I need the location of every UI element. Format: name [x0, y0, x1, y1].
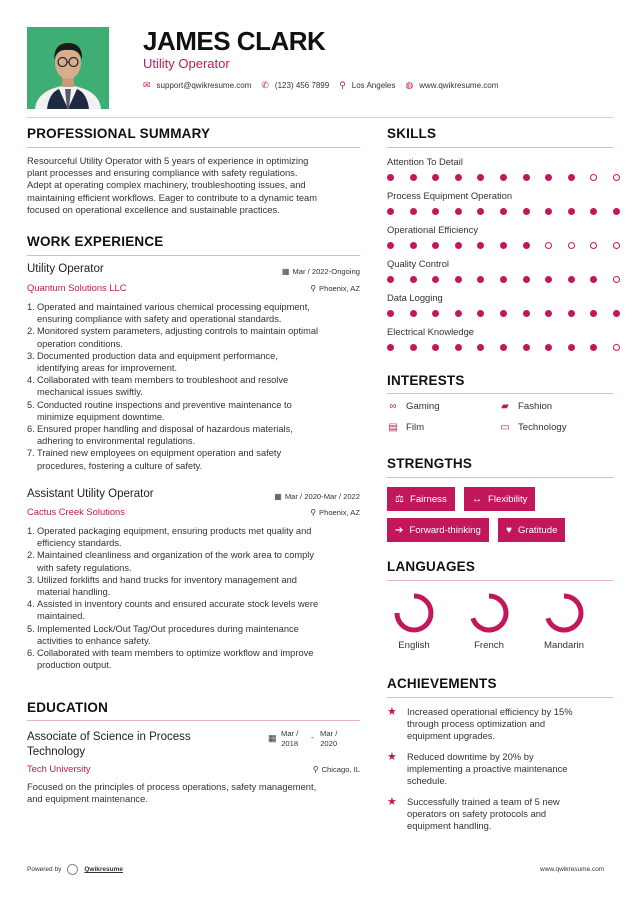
job-title: Assistant Utility Operator: [27, 488, 154, 500]
duty-text: Monitored system parameters, adjusting controls to maintain optimal: [37, 326, 319, 337]
skill-label: Operational Efficiency: [387, 224, 479, 235]
rating-dot-filled: [523, 174, 530, 181]
duty-text: activities to enhance safety.: [37, 635, 151, 646]
duty-number: [27, 586, 37, 598]
contact-email[interactable]: support@qwikresume.com: [156, 81, 252, 90]
duty-number: 7.: [27, 448, 35, 459]
trophy-icon: ★: [387, 796, 397, 808]
duty-text: Collaborated with team members to troubleshoot and resolve: [37, 375, 289, 386]
duty-number: 2.: [27, 550, 35, 561]
duty-line: [27, 399, 362, 411]
rating-dot-filled: [613, 310, 620, 317]
rating-dot-filled: [387, 310, 394, 317]
laptop-icon: ▭: [500, 422, 510, 433]
rating-dot-filled: [455, 276, 462, 283]
experience-divider: [27, 255, 360, 256]
duty-text: Trained new employees on equipment operation and safety: [37, 448, 282, 459]
rating-dot-filled: [387, 242, 394, 249]
strength-label: Flexibility: [488, 493, 528, 505]
duty-text: Operated packaging equipment, ensuring products met quality and: [37, 526, 312, 536]
summary-heading: PROFESSIONAL SUMMARY: [27, 126, 211, 141]
heart-icon: ♥: [506, 524, 512, 536]
duty-line: [27, 586, 362, 598]
duty-line: [27, 562, 362, 574]
rating-dot-filled: [568, 208, 575, 215]
rating-dot-filled: [500, 242, 507, 249]
interest-label: Film: [406, 422, 425, 433]
rating-dot-filled: [590, 310, 597, 317]
duty-line: [27, 362, 362, 374]
rating-dot-filled: [410, 344, 417, 351]
language-label: French: [474, 640, 504, 651]
arrow-right-icon: ➔: [395, 524, 404, 536]
language-arc: [473, 596, 506, 630]
rating-dot-filled: [477, 174, 484, 181]
summary-divider: [27, 147, 360, 148]
duty-line: [27, 610, 362, 622]
rating-dot-filled: [432, 208, 439, 215]
duty-number: 4.: [27, 599, 35, 610]
duty-line: [27, 350, 362, 362]
rating-dot-filled: [568, 276, 575, 283]
duty-number: [27, 411, 37, 423]
contact-website[interactable]: www.qwikresume.com: [419, 81, 499, 90]
summary-line: Adept at operating complex machinery, troubleshooting issues, and: [27, 179, 306, 191]
dash: -: [311, 733, 314, 742]
rating-dot-empty: [613, 276, 620, 283]
duty-text: minimize equipment downtime.: [37, 411, 165, 422]
rating-dot-filled: [523, 208, 530, 215]
rating-dot-filled: [410, 174, 417, 181]
duty-line: [27, 435, 362, 447]
duty-text: operation conditions.: [37, 338, 123, 349]
rating-dot-empty: [545, 242, 552, 249]
duty-line: [27, 635, 362, 647]
skill-rating: [387, 344, 636, 351]
rating-dot-filled: [432, 310, 439, 317]
rating-dot-filled: [410, 208, 417, 215]
summary-line: Resourceful Utility Operator with 5 years of experience in optimizing: [27, 155, 309, 166]
achievement-item: [387, 751, 613, 788]
duty-text: procedures, fostering a culture of safety.: [37, 460, 203, 471]
rating-dot-filled: [545, 208, 552, 215]
rating-dot-filled: [455, 310, 462, 317]
rating-dot-filled: [410, 310, 417, 317]
duty-line: [27, 325, 362, 337]
duty-number: 4.: [27, 375, 35, 386]
language-gauge: [393, 592, 435, 634]
rating-dot-filled: [477, 344, 484, 351]
job-duties-list: [27, 525, 362, 671]
edu-date-start: [281, 729, 298, 749]
job-date-text: Mar / 2022-Ongoing: [292, 267, 360, 276]
rating-dot-empty: [613, 174, 620, 181]
skills-heading: SKILLS: [387, 126, 437, 141]
rating-dot-filled: [545, 344, 552, 351]
rating-dot-filled: [500, 174, 507, 181]
experience-heading: WORK EXPERIENCE: [27, 234, 164, 249]
rating-dot-filled: [545, 276, 552, 283]
job-date: [230, 267, 360, 276]
rating-dot-empty: [568, 242, 575, 249]
email-icon: ✉: [143, 80, 151, 90]
language-arc: [397, 596, 431, 630]
strength-label: Forward-thinking: [409, 524, 481, 536]
rating-dot-filled: [477, 310, 484, 317]
achievement-line: equipment handling.: [407, 820, 492, 832]
duty-number: [27, 386, 37, 398]
education-divider: [27, 720, 360, 721]
duty-text: maintained.: [37, 611, 86, 622]
rating-dot-filled: [455, 174, 462, 181]
strengths-divider: [387, 477, 613, 478]
candidate-role: Utility Operator: [143, 56, 230, 71]
location-icon: ⚲: [339, 80, 346, 90]
language-english: [384, 592, 444, 651]
strength-tag: [387, 487, 455, 511]
duty-number: [27, 659, 37, 671]
duty-text: with safety regulations.: [37, 562, 132, 573]
rating-dot-filled: [523, 242, 530, 249]
skill-label: Process Equipment Operation: [387, 190, 513, 201]
rating-dot-filled: [432, 344, 439, 351]
rating-dot-filled: [500, 310, 507, 317]
profile-photo: [27, 27, 109, 109]
scale-icon: ⚖: [395, 493, 404, 505]
header-divider: [27, 117, 613, 118]
powered-by-text: Powered by: [27, 866, 62, 873]
rating-dot-filled: [477, 276, 484, 283]
globe-icon: ◍: [405, 80, 414, 90]
duty-number: 6.: [27, 424, 35, 435]
rating-dot-filled: [500, 208, 507, 215]
language-label: English: [398, 640, 430, 651]
skill-rating: [387, 208, 636, 215]
language-french: [459, 592, 519, 651]
duty-line: [27, 574, 362, 586]
school-name: Tech University: [27, 763, 91, 774]
brand-link[interactable]: Qwikresume: [84, 866, 123, 873]
degree-title: [27, 730, 257, 760]
interest-fashion: [499, 401, 552, 412]
phone-icon: ✆: [261, 80, 269, 90]
strength-label: Fairness: [409, 493, 447, 505]
duty-text: Maintained cleanliness and organization of the work area to comply: [37, 550, 315, 561]
edu-desc-line: and equipment maintenance.: [27, 793, 148, 805]
contact-location: Los Angeles: [351, 81, 396, 90]
job-company: Cactus Creek Solutions: [27, 506, 125, 517]
rating-dot-filled: [477, 242, 484, 249]
duty-line: [27, 301, 362, 313]
rating-dot-empty: [613, 344, 620, 351]
summary-line: plant processes and ensuring compliance with safety regulations.: [27, 167, 298, 179]
skill-label: Attention To Detail: [387, 156, 463, 167]
job-title: Utility Operator: [27, 263, 104, 275]
footer-powered: [27, 864, 123, 875]
rating-dot-filled: [545, 174, 552, 181]
achievement-line: Reduced downtime by 20% by: [407, 751, 534, 762]
duty-line: [27, 525, 362, 537]
achievement-line: Increased operational efficiency by 15%: [407, 706, 573, 717]
calendar-icon: ▦: [268, 733, 277, 743]
contact-phone[interactable]: (123) 456 7899: [274, 81, 330, 90]
job-company: Quantum Solutions LLC: [27, 282, 127, 293]
job-date: [220, 492, 360, 501]
duty-number: 5.: [27, 623, 35, 634]
rating-dot-filled: [523, 276, 530, 283]
rating-dot-filled: [545, 310, 552, 317]
contact-bar: [143, 80, 508, 91]
rating-dot-filled: [387, 344, 394, 351]
duty-number: [27, 537, 37, 549]
duty-line: [27, 411, 362, 423]
duty-number: 2.: [27, 326, 35, 337]
duty-text: Operated and maintained various chemical processing equipment,: [37, 302, 310, 312]
duty-text: Implemented Lock/Out Tag/Out procedures during maintenance: [37, 623, 299, 634]
language-gauge: [468, 592, 510, 634]
interests-divider: [387, 393, 613, 394]
strengths-heading: STRENGTHS: [387, 456, 473, 471]
skill-label: Quality Control: [387, 258, 450, 269]
rating-dot-filled: [613, 208, 620, 215]
rating-dot-filled: [387, 276, 394, 283]
strength-tag: [498, 518, 565, 542]
rating-dot-empty: [613, 242, 620, 249]
skill-label: Data Logging: [387, 292, 443, 303]
duty-number: 5.: [27, 399, 35, 410]
rating-dot-filled: [432, 242, 439, 249]
duty-number: [27, 460, 37, 472]
edu-start-year: 2018: [281, 739, 299, 748]
rating-dot-empty: [590, 242, 597, 249]
duty-line: [27, 338, 362, 350]
skill-rating: [387, 310, 636, 317]
language-label: Mandarin: [544, 640, 584, 651]
duty-line: [27, 647, 362, 659]
duty-number: [27, 610, 37, 622]
summary-line: focused on operational excellence and sustainable practices.: [27, 203, 280, 215]
duty-number: [27, 313, 37, 325]
strength-tag: [464, 487, 535, 511]
rating-dot-empty: [590, 174, 597, 181]
duty-text: Collaborated with team members to optimize workflow and improve: [37, 648, 314, 659]
duty-text: Documented production data and equipment performance,: [37, 350, 278, 361]
duty-line: [27, 447, 362, 459]
pin-icon: ⚲: [312, 765, 319, 774]
achievements-heading: ACHIEVEMENTS: [387, 676, 497, 691]
language-gauge: [543, 592, 585, 634]
achievement-line: schedule.: [407, 775, 448, 787]
achievement-item: [387, 706, 613, 743]
rating-dot-filled: [432, 276, 439, 283]
skills-divider: [387, 147, 613, 148]
edu-location: [230, 765, 360, 774]
gamepad-icon: ∞: [389, 401, 397, 412]
achievement-line: through process optimization and: [407, 718, 546, 730]
interest-label: Gaming: [406, 401, 440, 412]
edu-end-month: Mar /: [320, 729, 338, 738]
duty-text: Ensured proper handling and disposal of hazardous materials,: [37, 424, 293, 435]
duty-text: Assisted in inventory counts and ensured accurate stock levels were: [37, 599, 319, 610]
degree-line: Associate of Science in Process: [27, 731, 191, 743]
duty-line: [27, 313, 362, 325]
rating-dot-filled: [523, 344, 530, 351]
rating-dot-filled: [590, 208, 597, 215]
pin-icon: ⚲: [310, 284, 317, 293]
degree-line: Technology: [27, 746, 86, 758]
edu-end-year: 2020: [320, 739, 338, 748]
rating-dot-filled: [455, 344, 462, 351]
job-location: [230, 508, 360, 517]
duty-number: [27, 562, 37, 574]
achievements-divider: [387, 697, 613, 698]
duty-text: Utilized forklifts and hand trucks for inventory management and: [37, 574, 297, 585]
interest-gaming: [387, 401, 440, 412]
rating-dot-filled: [523, 310, 530, 317]
skill-rating: [387, 276, 636, 283]
rating-dot-filled: [410, 242, 417, 249]
rating-dot-filled: [568, 344, 575, 351]
pin-icon: ⚲: [310, 508, 317, 517]
interests-heading: INTERESTS: [387, 373, 465, 388]
edu-start-month: Mar /: [281, 729, 299, 738]
trophy-icon: ★: [387, 706, 397, 718]
calendar-icon: ▦: [274, 492, 282, 501]
rating-dot-filled: [568, 174, 575, 181]
rating-dot-filled: [455, 208, 462, 215]
duty-text: Conducted routine inspections and preventive maintenance to: [37, 399, 292, 410]
rating-dot-filled: [387, 208, 394, 215]
duty-line: [27, 537, 362, 549]
rating-dot-filled: [568, 310, 575, 317]
languages-heading: LANGUAGES: [387, 559, 476, 574]
film-icon: ▤: [388, 422, 398, 433]
rating-dot-filled: [387, 174, 394, 181]
interest-technology: [499, 422, 567, 433]
interest-label: Technology: [518, 422, 567, 433]
summary-line: maintaining efficient workflows. Eager to contribute to a dynamic team: [27, 191, 318, 203]
duty-line: [27, 659, 362, 671]
duty-text: ensuring compliance with safety and operational standards.: [37, 314, 282, 325]
rating-dot-filled: [477, 208, 484, 215]
duty-number: 1.: [27, 302, 35, 312]
duty-line: [27, 623, 362, 635]
rating-dot-filled: [455, 242, 462, 249]
language-arc: [548, 596, 581, 630]
strength-tag: [387, 518, 489, 542]
interest-label: Fashion: [518, 401, 553, 412]
duty-number: [27, 338, 37, 350]
rating-dot-filled: [590, 276, 597, 283]
achievement-line: equipment upgrades.: [407, 730, 496, 742]
duty-line: [27, 374, 362, 386]
job-duties-list: [27, 301, 362, 472]
footer-site[interactable]: www.qwikresume.com: [540, 866, 605, 873]
achievement-line: operators on safety protocols and: [407, 808, 547, 820]
achievement-item: [387, 796, 613, 833]
calendar-icon: ▦: [281, 267, 290, 276]
duty-line: [27, 460, 362, 472]
rating-dot-filled: [590, 344, 597, 351]
skill-rating: [387, 174, 636, 181]
duty-line: [27, 598, 362, 610]
duty-text: material handling.: [37, 587, 111, 598]
duty-line: [27, 423, 362, 435]
rating-dot-filled: [410, 276, 417, 283]
interest-film: [387, 422, 424, 433]
shopping-bag-icon: ▰: [501, 401, 509, 412]
duty-text: production output.: [37, 660, 112, 671]
job-location-text: Phoenix, AZ: [319, 284, 360, 293]
job-date-text: Mar / 2020-Mar / 2022: [284, 492, 360, 501]
skill-label: Electrical Knowledge: [387, 326, 475, 337]
edu-date-end: [320, 729, 337, 749]
duty-number: [27, 362, 37, 374]
achievement-line: Successfully trained a team of 5 new: [407, 796, 560, 807]
job-location-text: Phoenix, AZ: [319, 508, 360, 517]
rating-dot-filled: [500, 276, 507, 283]
job-location: [230, 284, 360, 293]
duty-line: [27, 386, 362, 398]
edu-location-text: Chicago, IL: [321, 765, 360, 774]
duty-text: mechanical issues swiftly.: [37, 387, 143, 398]
qwikresume-logo-icon: [67, 864, 78, 875]
duty-number: 3.: [27, 350, 35, 361]
duty-number: [27, 435, 37, 447]
languages-divider: [387, 580, 613, 581]
duty-text: efficiency standards.: [37, 538, 122, 549]
candidate-name: JAMES CLARK: [143, 26, 326, 56]
strength-label: Gratitude: [517, 524, 558, 536]
language-mandarin: [534, 592, 594, 651]
summary-text: [27, 155, 362, 216]
rating-dot-filled: [500, 344, 507, 351]
duty-number: 1.: [27, 526, 35, 536]
arrows-icon: ↔: [472, 493, 482, 505]
achievement-line: implementing a proactive maintenance: [407, 763, 568, 775]
trophy-icon: ★: [387, 751, 397, 763]
duty-number: 6.: [27, 648, 35, 659]
education-heading: EDUCATION: [27, 700, 109, 715]
duty-number: [27, 635, 37, 647]
edu-desc-line: Focused on the principles of process operations, safety management,: [27, 781, 317, 792]
duty-line: [27, 549, 362, 561]
skill-rating: [387, 242, 636, 249]
edu-description: [27, 781, 362, 805]
duty-text: adhering to environmental regulations.: [37, 436, 196, 447]
duty-text: identifying areas for improvement.: [37, 363, 178, 374]
rating-dot-filled: [432, 174, 439, 181]
duty-number: 3.: [27, 574, 35, 585]
